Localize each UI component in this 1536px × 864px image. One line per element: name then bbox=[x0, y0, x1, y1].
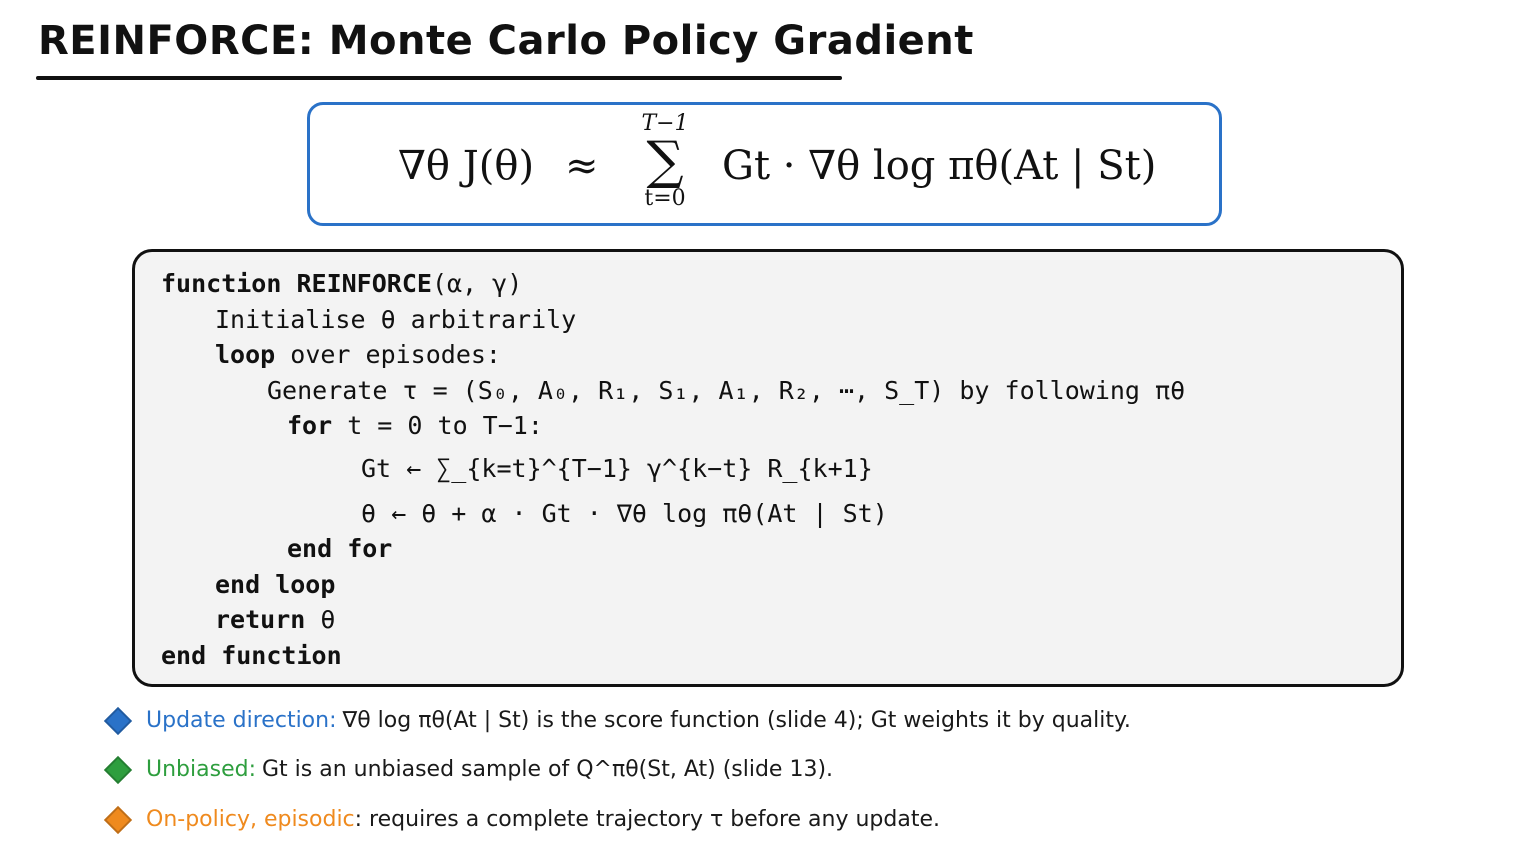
summation bbox=[635, 111, 695, 211]
formula-rhs: Gt · ∇θ log πθ(At | St) bbox=[722, 143, 1157, 189]
formula-lhs: ∇θ J(θ) bbox=[398, 143, 535, 189]
bullet-label: Update direction: bbox=[146, 708, 337, 733]
formula-approx: ≈ bbox=[565, 143, 599, 189]
bullet-text: : requires a complete trajectory τ before any update. bbox=[354, 807, 940, 832]
sum-upper-limit: T−1 bbox=[641, 111, 689, 136]
blue-diamond-icon bbox=[104, 706, 132, 734]
bullet-label: On-policy, episodic bbox=[146, 807, 355, 832]
algo-line: Initialise θ arbitrarily bbox=[215, 305, 577, 334]
algo-line: loop over episodes: bbox=[215, 340, 501, 369]
algo-line: end for bbox=[287, 534, 393, 563]
bullet-text: ∇θ log πθ(At | St) is the score function (slide 4); Gt weights it by quality. bbox=[342, 708, 1131, 733]
orange-diamond-icon bbox=[104, 805, 132, 833]
algorithm-box bbox=[132, 249, 1404, 687]
bullet-update-direction bbox=[104, 708, 1131, 733]
title-underline bbox=[36, 76, 842, 80]
algo-line: function REINFORCE(α, γ) bbox=[161, 269, 523, 298]
sum-lower-limit: t=0 bbox=[644, 186, 686, 211]
bullet-label: Unbiased: bbox=[146, 757, 256, 782]
algo-line: Gt ← ∑_{k=t}^{T−1} γ^{k−t} R_{k+1} bbox=[361, 454, 873, 483]
algo-line: Generate τ = (S₀, A₀, R₁, S₁, A₁, R₂, ⋯, S_T) by following πθ bbox=[267, 376, 1186, 405]
formula-box bbox=[307, 102, 1222, 226]
page-title: REINFORCE: Monte Carlo Policy Gradient bbox=[38, 18, 974, 64]
bullet-on-policy bbox=[104, 807, 940, 832]
algo-line: return θ bbox=[215, 605, 336, 634]
green-diamond-icon bbox=[104, 755, 132, 783]
sum-symbol: ∑ bbox=[646, 131, 684, 191]
algo-line: θ ← θ + α · Gt · ∇θ log πθ(At | St) bbox=[361, 499, 888, 528]
algo-line: end function bbox=[161, 641, 342, 670]
algo-line: for t = 0 to T−1: bbox=[287, 411, 543, 440]
algo-line: end loop bbox=[215, 570, 336, 599]
bullet-text: Gt is an unbiased sample of Q^πθ(St, At) (slide 13). bbox=[261, 757, 834, 782]
policy-gradient-formula bbox=[310, 105, 1219, 223]
bullet-unbiased bbox=[104, 757, 833, 782]
